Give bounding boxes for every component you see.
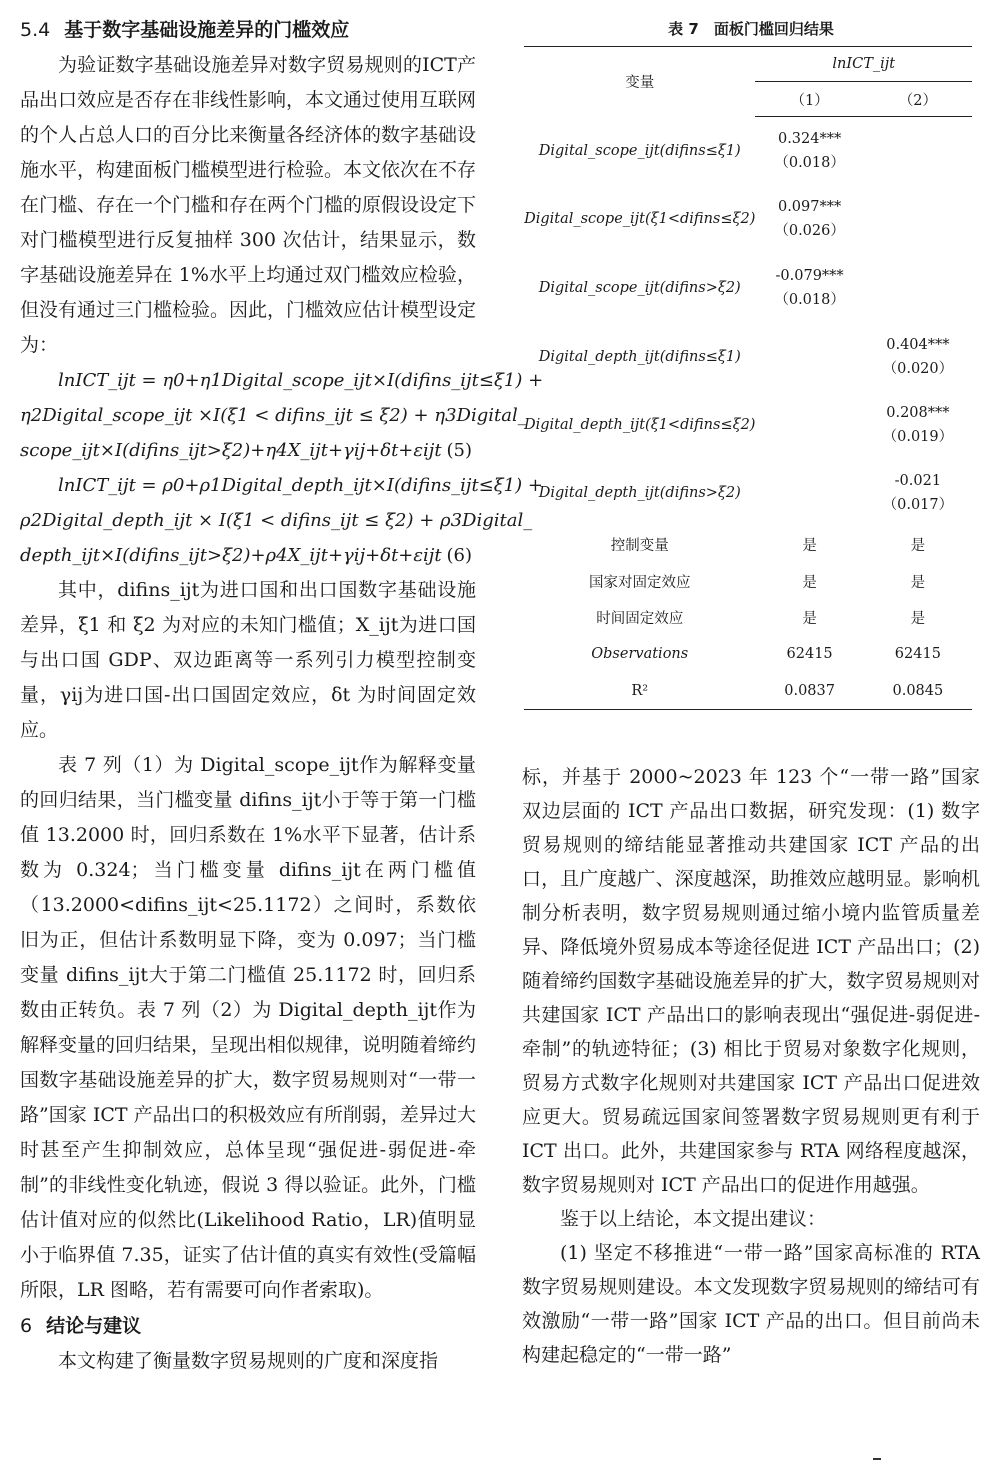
- section-5-4-heading: 5.4 基于数字基础设施差异的门槛效应: [20, 19, 350, 41]
- paragraph-table7-results: 表 7 列（1）为 Digital_scope_ijt作为解释变量的回归结果，当门槛变量 difins_ijt小于等于第一门槛值 13.2000 时，回归系数在 1%水平下显著，估计系数为 0.324；当门槛变量 difins_ijt在两门槛值（13.2000<difins_ijt<25.1172）之间时，系数依旧为正，但估计系数明显下降，变为 0.097；当门槛变量 difins_ijt大于第二门槛值 25.1172 时，回归系数由正转负。表 7 列（2）为 Digital_depth_ijt作为解释变量的回归结果，呈现出相似规律，说明随着缔约国数字基础设施差异的扩大，数字贸易规则对“一带一路”国家 ICT 产品出口的积极效应有所削弱，差异过大时甚至产生抑制效应，总体呈现“强促进-弱促进-牵制”的非线性变化轨迹，假说 3 得以验证。此外，门槛估计值对应的似然比(Likelihood Ratio，LR)值明显小于临界值 7.35，证实了估计值的真实有效性(受篇幅所限，LR 图略，若有需要可向作者索取)。: [20, 754, 477, 1301]
- table-row: [524, 563, 972, 600]
- paragraph-threshold-intro: 为验证数字基础设施差异对数字贸易规则的ICT产品出口效应是否存在非线性影响，本文通过使用互联网的个人占总人口的百分比来衡量各经济体的数字基础设施水平，构建面板门槛模型进行检验。本文依次在不存在门槛、存在一个门槛和存在两个门槛的原假设设定下对门槛模型进行反复抽样 300 次估计，结果显示，数字基础设施差异在 1%水平上均通过双门槛效应检验，但没有通过三门槛检验。因此，门槛效应估计模型设定为：: [20, 54, 477, 356]
- table-row: [524, 673, 972, 710]
- equation-5-line-1: lnICT_ijt = η0+η1Digital_scope_ijt×I(difins_ijt≤ξ1) +: [58, 370, 544, 391]
- row-c1-value: [755, 323, 863, 391]
- page-mark: [873, 1458, 881, 1460]
- row-c2-value: [864, 253, 972, 323]
- section-6-heading: 6 结论与建议: [20, 1315, 142, 1337]
- right-column: [522, 12, 980, 1372]
- row-c2-value: [864, 117, 972, 185]
- table-row: [524, 527, 972, 564]
- row-c2-value: 0.0845: [864, 673, 972, 710]
- equation-5-number: (5): [446, 440, 472, 461]
- standard-error: （0.020）: [882, 360, 954, 377]
- row-c2-value: [864, 459, 972, 527]
- equation-6-number: (6): [446, 545, 472, 566]
- equation-6-line-2: ρ2Digital_depth_ijt × I(ξ1 < difins_ijt ≤ ξ2) + ρ3Digital_: [20, 510, 533, 531]
- row-c2-value: [864, 391, 972, 459]
- standard-error: （0.018）: [774, 291, 845, 308]
- row-c1-value: 0.0837: [755, 673, 863, 710]
- paragraph-conclusion-start: 本文构建了衡量数字贸易规则的广度和深度指: [58, 1350, 439, 1372]
- regression-table: [524, 46, 972, 710]
- coefficient-rows: [524, 117, 972, 527]
- standard-error: （0.026）: [774, 222, 845, 239]
- row-c2-value: 是: [910, 611, 926, 628]
- header-col-2: （2）: [864, 82, 972, 117]
- row-variable: Digital_scope_ijt(difins>ξ2): [538, 279, 741, 296]
- row-variable: Digital_depth_ijt(difins>ξ2): [538, 484, 741, 501]
- row-variable: Digital_scope_ijt(difins≤ξ1): [538, 142, 741, 159]
- table-row: [524, 185, 972, 253]
- coefficient: 0.404***: [886, 336, 950, 353]
- table-row: [524, 636, 972, 673]
- equation-6-line-3: depth_ijt×I(difins_ijt>ξ2)+ρ4X_ijt+γij+δt+εijt (6): [20, 538, 476, 573]
- row-c1-value: 是: [802, 611, 817, 628]
- standard-error: （0.019）: [882, 428, 954, 445]
- coefficient: -0.079***: [775, 267, 844, 284]
- header-variable: 变量: [524, 47, 755, 117]
- row-c2-value: [864, 323, 972, 391]
- table-row: [524, 391, 972, 459]
- row-c2-value: 是: [910, 574, 926, 591]
- row-c1-value: [755, 459, 863, 527]
- equation-6-line-1: lnICT_ijt = ρ0+ρ1Digital_depth_ijt×I(difins_ijt≤ξ1) +: [58, 475, 543, 496]
- row-c1-value: [755, 117, 863, 185]
- row-variable: 控制变量: [610, 538, 669, 555]
- standard-error: （0.017）: [882, 496, 954, 513]
- equation-5-line-2: η2Digital_scope_ijt ×I(ξ1 < difins_ijt ≤ ξ2) + η3Digital_: [20, 405, 527, 426]
- left-column: [20, 12, 544, 1379]
- header-col-1: （1）: [755, 82, 863, 117]
- paragraph-suggestion-1: (1) 坚定不移推进“一带一路”国家高标准的 RTA 数字贸易规则建设。本文发现数字贸易规则的缔结可有效激励“一带一路”国家 ICT 产品的出口。但目前尚未构建起稳定的“一带一路”: [522, 1242, 980, 1366]
- row-variable: R²: [524, 673, 755, 710]
- coefficient: 0.208***: [886, 404, 950, 421]
- table-row: [524, 459, 972, 527]
- header-dependent-variable: lnICT_ijt: [755, 47, 972, 82]
- row-c2-value: 是: [910, 538, 926, 555]
- row-c1-value: [755, 391, 863, 459]
- coefficient: -0.021: [894, 472, 942, 489]
- row-variable: Digital_depth_ijt(difins≤ξ1): [538, 348, 741, 365]
- row-variable: 时间固定效应: [596, 611, 684, 628]
- equation-5-line-3: scope_ijt×I(difins_ijt>ξ2)+η4X_ijt+γij+δt+εijt (5): [20, 433, 476, 468]
- table-row: [524, 600, 972, 637]
- row-c2-value: [864, 185, 972, 253]
- row-c1-value: 是: [802, 574, 817, 591]
- table-row: [524, 323, 972, 391]
- paragraph-findings: 标，并基于 2000~2023 年 123 个“一带一路”国家双边层面的 ICT 产品出口数据，研究发现：(1) 数字贸易规则的缔结能显著推动共建国家 ICT 产品的出口，且广度越广、深度越深，助推效应越明显。影响机制分析表明，数字贸易规则通过缩小境内监管质量差异、降低境外贸易成本等途径促进 ICT 产品出口；(2) 随着缔约国数字基础设施差异的扩大，数字贸易规则对共建国家 ICT 产品出口的影响表现出“强促进-弱促进-牵制”的轨迹特征；(3) 相比于贸易对象数字化规则，贸易方式数字化规则对共建国家 ICT 产品出口促进效应更大。贸易疏远国家间签署数字贸易规则更有利于 ICT 出口。此外，共建国家参与 RTA 网络程度越深，数字贸易规则对 ICT 产品出口的促进作用越强。: [522, 766, 980, 1196]
- row-c2-value: 62415: [894, 646, 941, 663]
- table-caption: 表 7 面板门槛回归结果: [668, 20, 834, 38]
- coefficient: 0.097***: [777, 198, 842, 215]
- coefficient: 0.324***: [777, 130, 842, 147]
- row-variable: Observations: [591, 646, 689, 663]
- row-c1-value: [755, 253, 863, 323]
- standard-error: （0.018）: [774, 154, 845, 171]
- row-variable: Digital_depth_ijt(ξ1<difins≤ξ2): [524, 416, 756, 433]
- row-c1-value: 是: [802, 538, 817, 555]
- table-row: [524, 253, 972, 323]
- row-variable: 国家对固定效应: [588, 574, 691, 591]
- paragraph-suggestions-intro: 鉴于以上结论，本文提出建议：: [560, 1208, 827, 1230]
- table-row: [524, 117, 972, 185]
- row-variable: Digital_scope_ijt(ξ1<difins≤ξ2): [524, 210, 756, 227]
- row-c1-value: 62415: [786, 646, 833, 663]
- summary-rows: [524, 527, 972, 710]
- paragraph-variable-definitions: 其中，difins_ijt为进口国和出口国数字基础设施差异，ξ1 和 ξ2 为对应的未知门槛值；X_ijt为进口国与出口国 GDP、双边距离等一系列引力模型控制变量，γij为进口国-出口国固定效应，δt 为时间固定效应。: [20, 579, 476, 741]
- row-c1-value: [755, 185, 863, 253]
